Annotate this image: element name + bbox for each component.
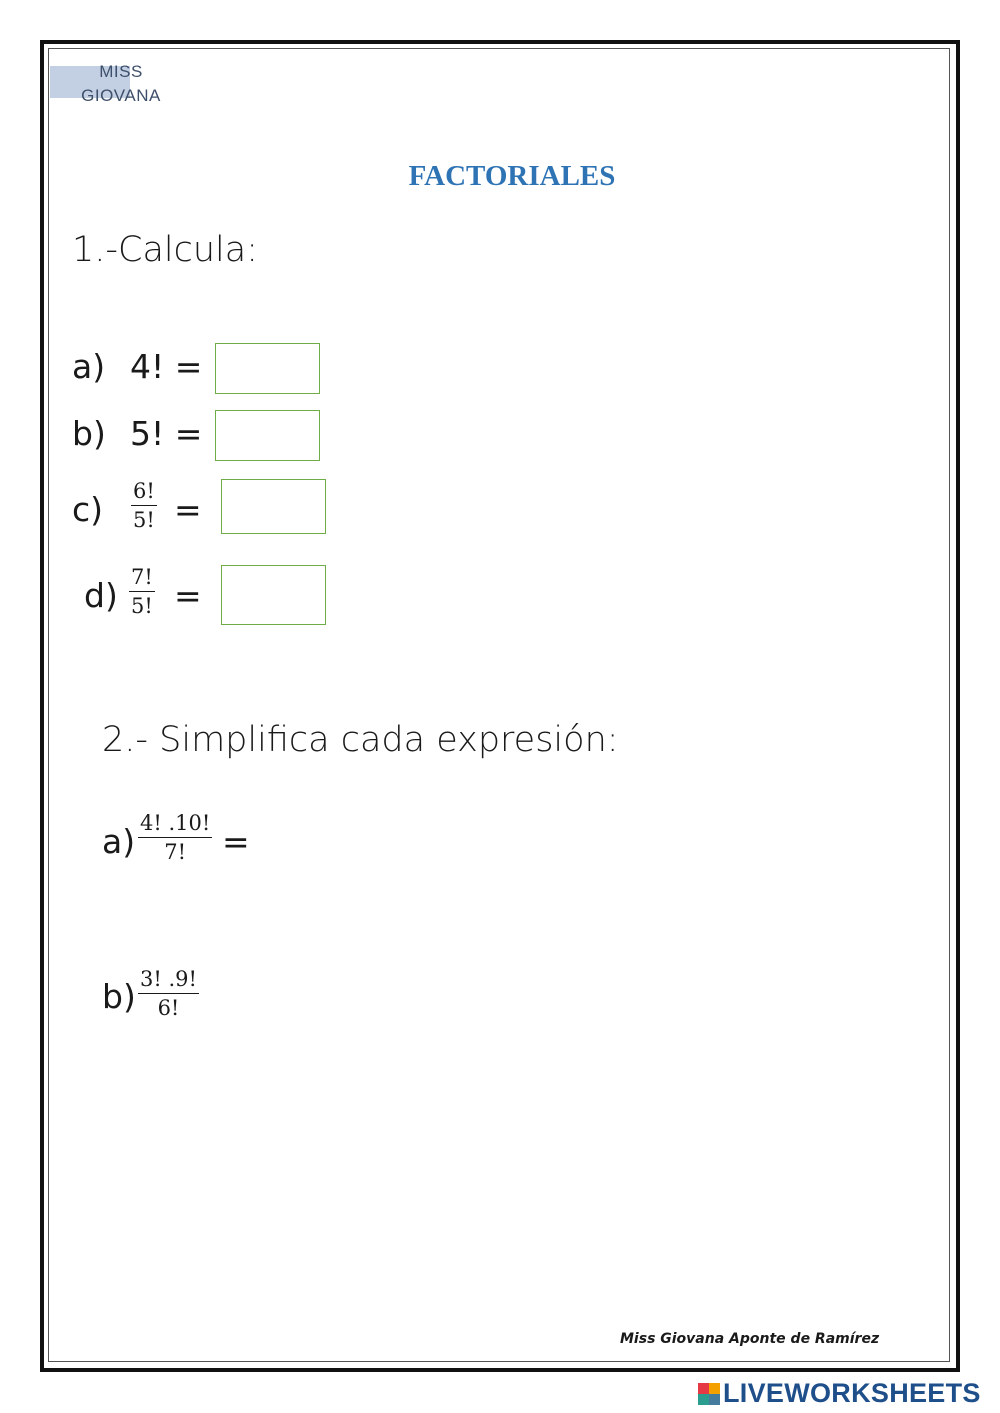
item-2a-denominator: 7! (164, 840, 187, 864)
item-1b-expression: 5! = (130, 414, 203, 453)
item-2a-fraction (138, 810, 212, 865)
item-2b-fraction (138, 966, 199, 1021)
brand-text: LIVEWORKSHEETS (723, 1378, 981, 1408)
item-2b-denominator: 6! (157, 996, 180, 1020)
item-1b-label: b) (72, 414, 106, 453)
answer-box-1d[interactable] (221, 565, 326, 625)
answer-box-1c[interactable] (221, 479, 326, 534)
fraction-bar (131, 505, 157, 506)
liveworksheets-logo-icon (698, 1383, 720, 1405)
item-1c-fraction (131, 478, 157, 533)
item-1d-label: d) (84, 576, 118, 615)
item-1a-label: a) (72, 347, 106, 386)
liveworksheets-brand[interactable] (698, 1378, 981, 1409)
fraction-bar (138, 837, 212, 838)
item-2b-numerator: 3! .9! (140, 967, 197, 991)
page-title: FACTORIALES (408, 160, 616, 192)
item-1c-label: c) (72, 490, 104, 529)
author-footer: Miss Giovana Aponte de Ramírez (620, 1331, 880, 1347)
fraction-bar (129, 591, 155, 592)
fraction-bar (138, 993, 199, 994)
item-2b-label: b) (102, 977, 136, 1016)
item-1d-fraction (129, 564, 155, 619)
answer-box-1a[interactable] (215, 343, 320, 394)
item-1c-numerator: 6! (133, 479, 155, 503)
item-1c-equals: = (174, 490, 202, 529)
logo (66, 60, 176, 108)
answer-box-1b[interactable] (215, 410, 320, 461)
item-2a-label: a) (102, 822, 136, 861)
item-2a-numerator: 4! .10! (140, 811, 211, 835)
item-1a-expression: 4! = (130, 347, 203, 386)
item-1d-numerator: 7! (131, 565, 153, 589)
section-1-heading: 1.-Calcula: (72, 230, 259, 270)
logo-line-2: GIOVANA (81, 86, 161, 105)
item-1c-denominator: 5! (133, 508, 155, 532)
item-2a-equals: = (222, 822, 250, 861)
logo-line-1: MISS (99, 62, 143, 81)
item-1d-denominator: 5! (131, 594, 153, 618)
section-2-heading: 2.- Simplifica cada expresión: (102, 720, 619, 760)
item-1d-equals: = (174, 576, 202, 615)
